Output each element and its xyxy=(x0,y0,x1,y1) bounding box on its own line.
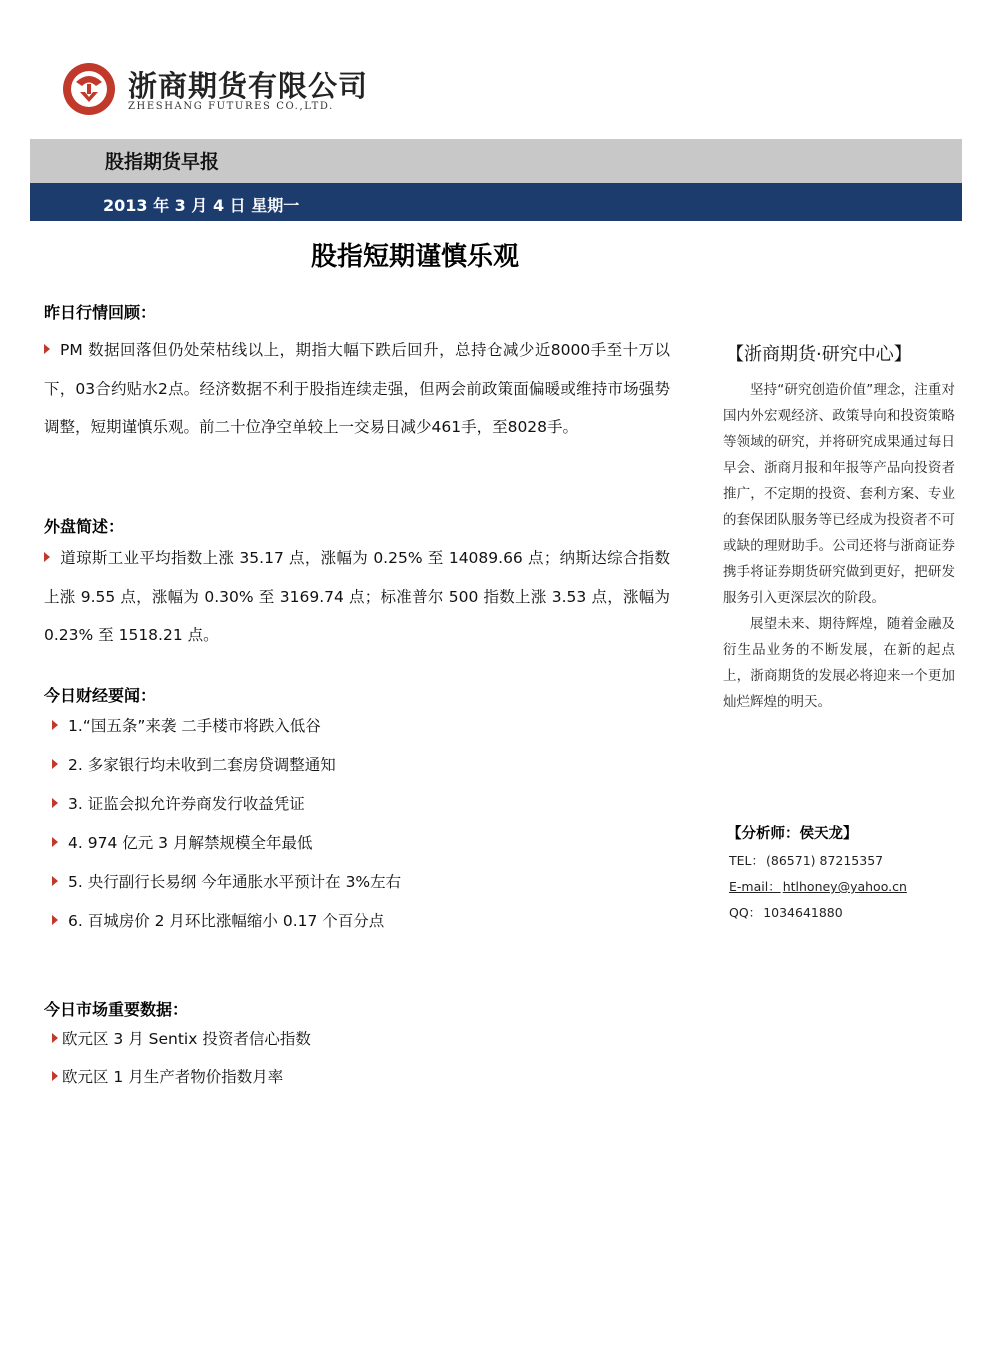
company-seal-icon xyxy=(62,62,116,116)
analyst-qq: QQ： 1034641880 xyxy=(729,905,843,920)
bullet-arrow-icon xyxy=(44,552,50,562)
overseas-title: 外盘简述： xyxy=(44,517,125,536)
list-item: 3. 证监会拟允许券商发行收益凭证 xyxy=(52,790,672,829)
market-data-list xyxy=(52,1025,672,1101)
news-title: 今日财经要闻： xyxy=(44,686,157,705)
report-name-band xyxy=(30,139,962,183)
bullet-arrow-icon xyxy=(52,720,58,730)
list-item: 2. 多家银行均未收到二套房贷调整通知 xyxy=(52,751,672,790)
bullet-arrow-icon xyxy=(44,344,50,354)
research-center-title: 【浙商期货·研究中心】 xyxy=(726,344,912,365)
list-item: 欧元区 3 月 Sentix 投资者信心指数 xyxy=(52,1025,672,1063)
company-name-en: ZHESHANG FUTURES CO.,LTD. xyxy=(128,101,334,112)
overseas-text: 道琼斯工业平均指数上涨 35.17 点，涨幅为 0.25% 至 14089.66 点；纳斯达综合指数上涨 9.55 点，涨幅为 0.30% 至 3169.74 点；标准普尔 500 指数上涨 3.53 点，涨幅为 0.23% 至 1518.21 点。 xyxy=(44,549,670,644)
list-item: 6. 百城房价 2 月环比涨幅缩小 0.17 个百分点 xyxy=(52,907,672,946)
report-date: 2013 年 3 月 4 日 星期一 xyxy=(103,196,300,215)
review-title: 昨日行情回顾： xyxy=(44,303,157,322)
review-paragraph xyxy=(44,331,670,447)
bullet-arrow-icon xyxy=(52,759,58,769)
headline: 股指短期谨慎乐观 xyxy=(310,242,519,272)
analyst-email[interactable]: E-mail： htlhoney@yahoo.cn xyxy=(729,879,907,894)
research-center-outlook: 展望未来、期待辉煌，随着金融及衍生品业务的不断发展，在新的起点上，浙商期货的发展必将迎来一个更加灿烂辉煌的明天。 xyxy=(723,616,955,710)
market-data-title: 今日市场重要数据： xyxy=(44,1000,189,1019)
bullet-arrow-icon xyxy=(52,1071,58,1081)
company-logo xyxy=(62,62,369,122)
bullet-arrow-icon xyxy=(52,876,58,886)
news-list xyxy=(52,712,672,946)
report-name: 股指期货早报 xyxy=(105,151,220,173)
analyst-tel: TEL： (86571) 87215357 xyxy=(729,853,884,868)
list-item: 5. 央行副行长易纲 今年通胀水平预计在 3%左右 xyxy=(52,868,672,907)
research-center-intro: 坚持“研究创造价值”理念，注重对国内外宏观经济、政策导向和投资策略等领域的研究，并将研究成果通过每日早会、浙商月报和年报等产品向投资者推广，不定期的投资、套利方案、专业的套保团队服务等已经成为投资者不可或缺的理财助手。公司还将与浙商证券携手将证券期货研究做到更好，把研发服务引入更深层次的阶段。 xyxy=(723,382,955,606)
analyst-name: 【分析师：侯天龙】 xyxy=(727,826,858,842)
list-item: 4. 974 亿元 3 月解禁规模全年最低 xyxy=(52,829,672,868)
bullet-arrow-icon xyxy=(52,1033,58,1043)
bullet-arrow-icon xyxy=(52,837,58,847)
bullet-arrow-icon xyxy=(52,915,58,925)
list-item: 欧元区 1 月生产者物价指数月率 xyxy=(52,1063,672,1101)
list-item: 1.“国五条”来袭 二手楼市将跌入低谷 xyxy=(52,712,672,751)
overseas-paragraph xyxy=(44,539,670,655)
report-date-band xyxy=(30,183,962,221)
research-center-text xyxy=(723,377,955,715)
bullet-arrow-icon xyxy=(52,798,58,808)
company-name-cn: 浙商期货有限公司 xyxy=(128,69,369,103)
review-text: PM 数据回落但仍处荣枯线以上，期指大幅下跌后回升，总持仓减少近8000手至十万以下，03合约贴水2点。经济数据不利于股指连续走强，但两会前政策面偏暖或维持市场强势调整，短期谨慎乐观。前二十位净空单较上一交易日减少461手，至8028手。 xyxy=(44,341,670,436)
